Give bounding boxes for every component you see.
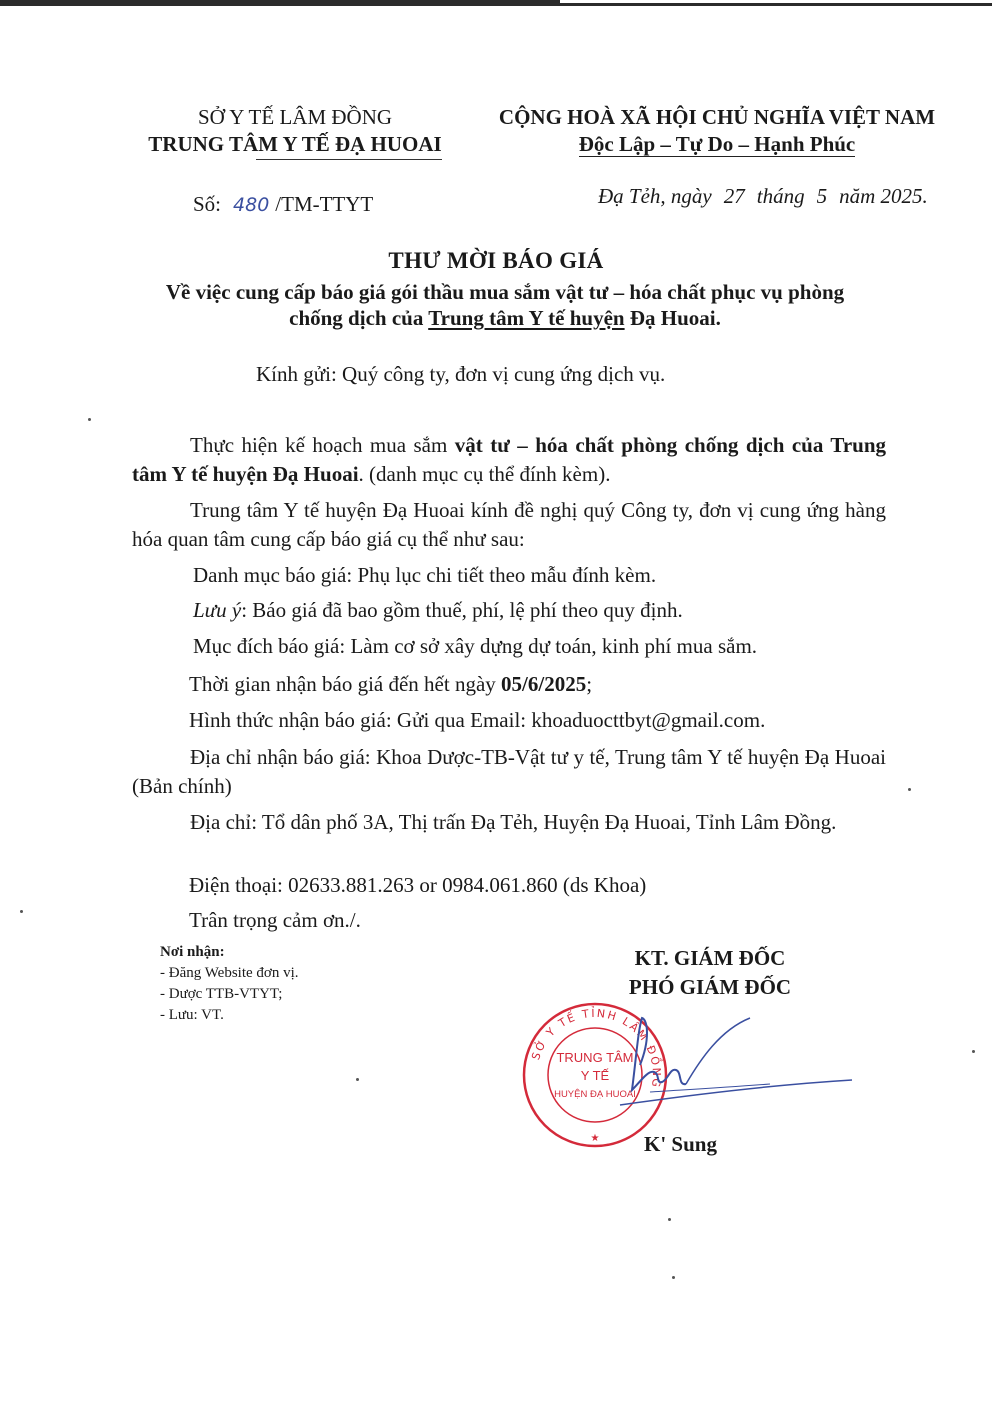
- document-date: [598, 184, 928, 209]
- subtitle-line-2: chống dịch của Trung tâm Y tế huyện Đạ Huoai.: [289, 306, 721, 330]
- scan-top-edge-gap: [560, 0, 992, 3]
- handwritten-number: 480: [233, 194, 270, 216]
- quote-note: Lưu ý: Báo giá đã bao gồm thuế, phí, lệ phí theo quy định.: [193, 598, 683, 622]
- document-number: [193, 192, 373, 217]
- scan-speck: [672, 1276, 675, 1279]
- scan-speck: [668, 1218, 671, 1221]
- document-title: THƯ MỜI BÁO GIÁ: [388, 248, 604, 273]
- date-month: 5: [816, 184, 828, 208]
- national-header: [474, 104, 960, 158]
- date-year: năm 2025.: [839, 184, 928, 208]
- recipient-item: - Lưu: VT.: [160, 1007, 224, 1023]
- number-prefix: Số:: [193, 192, 222, 216]
- recipient-item: - Đăng Website đơn vị.: [160, 965, 299, 981]
- nation-name: CỘNG HOÀ XÃ HỘI CHỦ NGHĨA VIỆT NAM: [498, 105, 936, 129]
- national-motto: Độc Lập – Tự Do – Hạnh Phúc: [578, 132, 856, 156]
- org-underline: [256, 159, 442, 160]
- number-suffix: /TM-TTYT: [275, 192, 374, 216]
- phone: Điện thoại: 02633.881.263 or 0984.061.860 (ds Khoa): [189, 873, 647, 897]
- signer-name: K' Sung: [644, 1132, 717, 1156]
- svg-text:HUYỆN ĐẠ HUOAI: HUYỆN ĐẠ HUOAI: [554, 1089, 636, 1100]
- scan-speck: [972, 1050, 975, 1053]
- signature-role-1: KT. GIÁM ĐỐC: [634, 946, 786, 970]
- quote-list-item: Danh mục báo giá: Phụ lục chi tiết theo mẫu đính kèm.: [193, 563, 657, 587]
- paragraph-request: Trung tâm Y tế huyện Đạ Huoai kính đề nghị quý Công ty, đơn vị cung ứng hàng hóa quan tâm cung cấp báo giá cụ thể như sau:: [132, 498, 886, 551]
- svg-text:Y TẾ: Y TẾ: [580, 1068, 610, 1083]
- signature-role-2: PHÓ GIÁM ĐỐC: [628, 975, 792, 999]
- scan-speck: [20, 910, 23, 913]
- svg-text:SỞ Y TẾ TỈNH LÂM ĐỒNG: SỞ Y TẾ TỈNH LÂM ĐỒNG: [529, 1006, 664, 1090]
- issuing-authority: [110, 104, 480, 158]
- handwritten-signature: [590, 1010, 860, 1110]
- postal-address: Địa chỉ: Tổ dân phố 3A, Thị trấn Đạ Tẻh, Huyện Đạ Huoai, Tỉnh Lâm Đồng.: [190, 810, 837, 834]
- signature-title: [560, 944, 860, 1002]
- date-day: 27: [723, 184, 745, 208]
- quote-purpose: Mục đích báo giá: Làm cơ sở xây dựng dự toán, kinh phí mua sắm.: [193, 634, 758, 658]
- closing: Trân trọng cảm ơn./.: [189, 908, 361, 932]
- parent-org: SỞ Y TẾ LÂM ĐỒNG: [197, 105, 393, 129]
- svg-text:TRUNG TÂM: TRUNG TÂM: [556, 1050, 634, 1065]
- paragraph-plan: Thực hiện kế hoạch mua sắm vật tư – hóa chất phòng chống dịch của Trung tâm Y tế huyện Đạ Huoai. (danh mục cụ thể đính kèm).: [132, 433, 887, 486]
- document-subtitle: [110, 279, 900, 331]
- quote-deadline: Thời gian nhận báo giá đến hết ngày 05/6/2025;: [189, 672, 593, 696]
- scan-speck: [908, 788, 911, 791]
- date-month-label: tháng: [756, 184, 805, 208]
- scan-speck: [88, 418, 91, 421]
- recipient-item: - Dược TTB-VTYT;: [160, 986, 283, 1002]
- scan-speck: [356, 1078, 359, 1081]
- svg-text:★: ★: [590, 1133, 600, 1144]
- greeting: Kính gửi: Quý công ty, đơn vị cung ứng dịch vụ.: [256, 362, 666, 386]
- org-name: TRUNG TÂM Y TẾ ĐẠ HUOAI: [148, 132, 442, 156]
- recipients-heading: Nơi nhận:: [160, 944, 225, 960]
- recipients: [160, 942, 299, 1026]
- quote-email: Hình thức nhận báo giá: Gửi qua Email: khoaduocttbyt@gmail.com.: [189, 708, 766, 732]
- subtitle-line-1: Về việc cung cấp báo giá gói thầu mua sắm vật tư – hóa chất phục vụ phòng: [165, 280, 845, 304]
- quote-address: Địa chỉ nhận báo giá: Khoa Dược-TB-Vật tư y tế, Trung tâm Y tế huyện Đạ Huoai (Bản chính): [132, 745, 886, 798]
- date-place: Đạ Tẻh, ngày: [598, 184, 712, 208]
